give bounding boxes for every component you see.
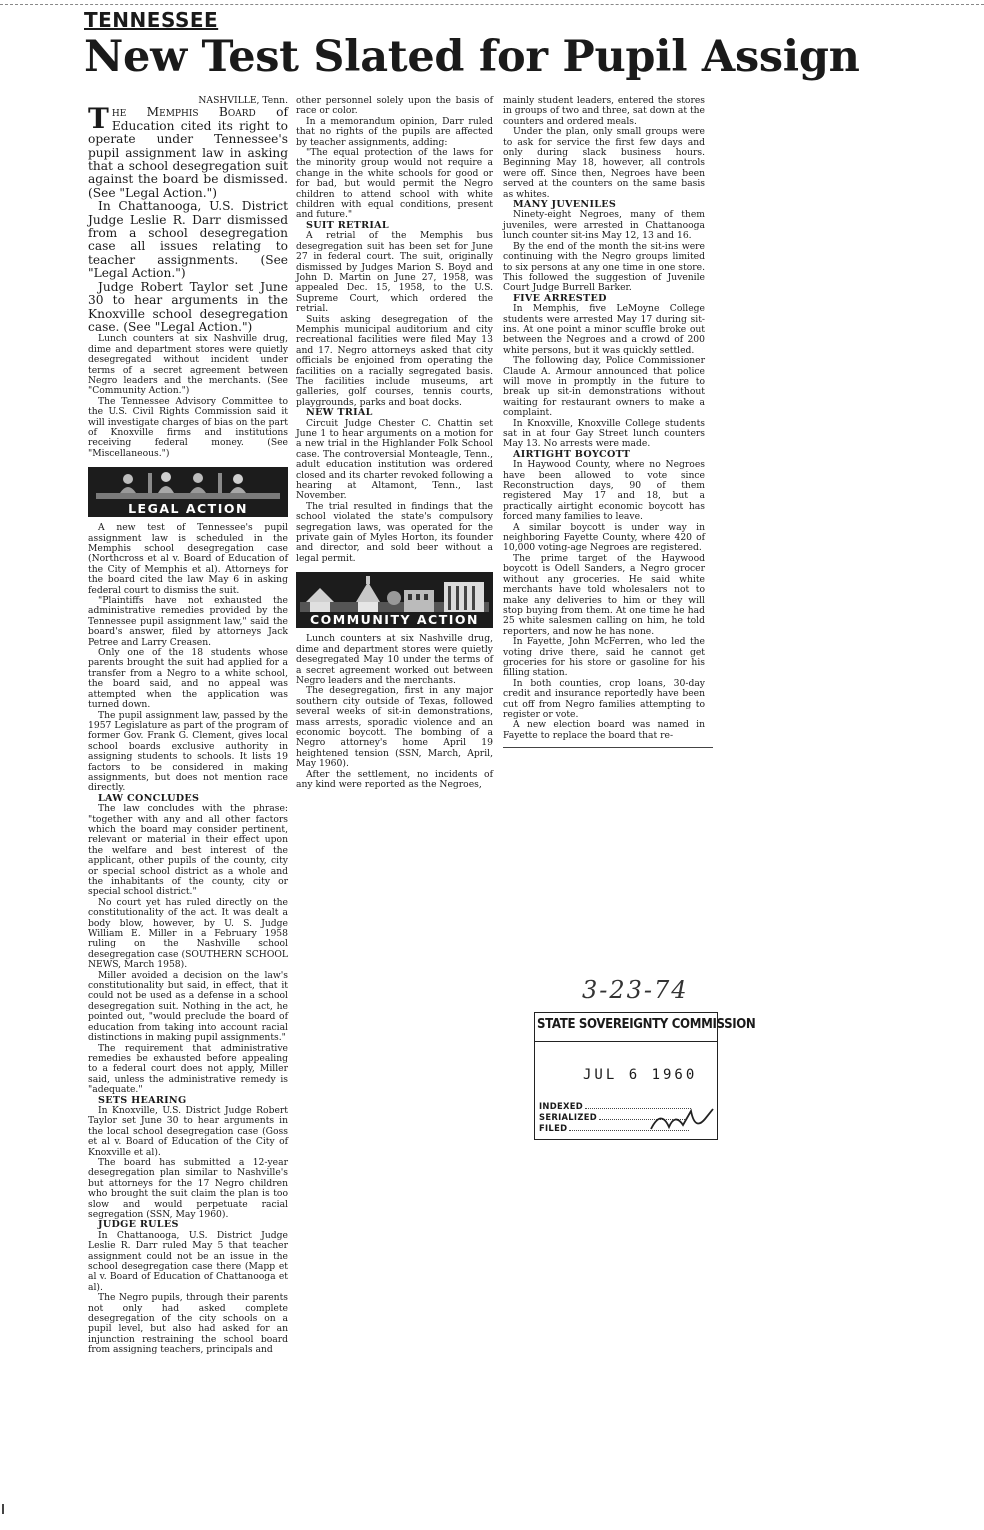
body-paragraph: In Knoxville, U.S. District Judge Robert Taylor set June 30 to hear arguments in the local school desegregation case (Goss et al v. Board of Education of the City of Knoxville et al). xyxy=(88,1104,288,1158)
body-paragraph: No court yet has ruled directly on the constitutionality of the act. It was dealt a body blow, however, by U. S. Judge William E. Miller in a February 1958 ruling on the Nashville school desegregation case (SOUTHERN SCHOOL NEWS, March 1958). xyxy=(88,896,288,971)
body-paragraph: mainly student leaders, entered the stores in groups of two and three, sat down at the counters and ordered meals. xyxy=(503,95,705,127)
body-paragraph: A new election board was named in Fayette to replace the board that re- xyxy=(503,719,705,741)
drop-cap: T xyxy=(88,102,109,136)
body-paragraph: other personnel solely upon the basis of race or color. xyxy=(296,95,493,117)
stamp-agency: STATE SOVEREIGNTY COMMISSION xyxy=(537,1017,756,1032)
lead-smallcaps: he Memphis Board xyxy=(111,105,256,120)
lead-paragraph-1 xyxy=(88,102,288,200)
body-paragraph: The Negro pupils, through their parents not only had asked complete desegregation of the city schools on a pupil level, but also had asked for an injunction restraining the school board from assigning teachers, principals and xyxy=(88,1292,288,1356)
legal-paragraph: Only one of the 18 students whose parents brought the suit had applied for a transfer from a Negro to a white school, the board said, and no appeal was attempted when the application was turned down. xyxy=(88,647,288,711)
subhead-law-concludes: LAW CONCLUDES xyxy=(98,792,200,804)
stamp-box xyxy=(534,1012,756,1140)
stamp-divider xyxy=(535,1041,717,1042)
clipping-edge xyxy=(0,4,984,5)
body-paragraph: The prime target of the Haywood boycott is Odell Sanders, a Negro grocer without any groceries. He said white merchants have told wholesalers not to make any deliveries to him or they will stop buying from them. At one time he had 25 white salesmen calling on him, he told reporters, and now he has none. xyxy=(503,552,705,637)
community-action-banner xyxy=(296,572,493,628)
subhead-suit-retrial: SUIT RETRIAL xyxy=(306,219,389,231)
commission-stamp xyxy=(534,976,756,1146)
initials-signature xyxy=(647,1105,717,1135)
intro-paragraph: The Tennessee Advisory Committee to the U.S. Civil Rights Commission said it will investigate charges of bias on the part of Knoxville firms and institutions receiving federal money. (See "Miscellaneous.") xyxy=(88,395,288,459)
lead-paragraph-2: In Chattanooga, U.S. District Judge Leslie R. Darr dismissed from a school desegregation case all issues relating to teacher assignments. (See "Legal Action.") xyxy=(88,199,288,281)
legal-paragraph: "Plaintiffs have not exhausted the administrative remedies provided by the Tennessee pupil assignment law," said the board's answer, filed by attorneys Jack Petree and Larry Creasen. xyxy=(88,595,288,648)
legal-action-label: LEGAL ACTION xyxy=(128,500,248,516)
body-paragraph: Under the plan, only small groups were to ask for service the first few days and only during slack business hours. Beginning May 18, however, all controls were off. Since then, Negroes have been served at the counters on the same basis as whites. xyxy=(503,126,705,200)
handwritten-date: 3-23-74 xyxy=(582,976,689,1004)
body-paragraph: The trial resulted in findings that the school violated the state's compulsory segregation laws, was operated for the private gain of Myles Horton, its founder and director, and sold beer without a legal permit. xyxy=(296,500,493,564)
lead-summary xyxy=(88,102,288,334)
subhead-many-juveniles: MANY JUVENILES xyxy=(513,199,617,211)
column-end-rule xyxy=(503,747,713,748)
body-paragraph: A similar boycott is under way in neighboring Fayette County, where 420 of 10,000 voting-age Negroes are registered. xyxy=(503,521,705,554)
subhead-new-trial: NEW TRIAL xyxy=(306,407,373,419)
column-1 xyxy=(88,96,288,1356)
legal-paragraph: A new test of Tennessee's pupil assignment law is scheduled in the Memphis school desegregation case (Northcross et al v. Board of Education of the City of Memphis et al). Attorneys for the board cited the law May 6 in asking federal court to dismiss the suit. xyxy=(88,522,288,596)
body-paragraph: In Memphis, five LeMoyne College students were arrested May 17 during sit-ins. At one point a minor scuffle broke out between the Negroes and a crowd of 200 white persons, but it was quickly settled. xyxy=(503,303,705,356)
legal-paragraph: The pupil assignment law, passed by the 1957 Legislature as part of the program of former Gov. Frank G. Clement, gives local school boards exclusive authority in assigning students to schools. It lists 19 factors to be considered in making assignments, but does not mention race directly. xyxy=(88,709,288,794)
body-paragraph: Ninety-eight Negroes, many of them juveniles, were arrested in Chattanooga lunch counter sit-ins May 12, 13 and 16. xyxy=(503,209,705,242)
stamp-filed: FILED xyxy=(539,1123,568,1133)
stamp-indexed: INDEXED xyxy=(539,1101,584,1111)
body-paragraph: The board has submitted a 12-year desegregation plan similar to Nashville's but attorneys for the 17 Negro children who brought the suit claim the plan is too slow and would perpetuate racial segregation (SSN, May 1960). xyxy=(88,1156,288,1220)
lead-text: of Education cited its right to operate under Tennessee's pupil assignment law in asking that a school desegregation suit against the board be dismissed. (See "Legal Action.") xyxy=(88,105,288,200)
body-paragraph: In both counties, crop loans, 30-day credit and insurance reportedly have been cut off from Negro families attempting to register or vote. xyxy=(503,677,705,720)
margin-mark xyxy=(2,1504,4,1514)
community-paragraph: The desegregation, first in any major southern city outside of Texas, followed several weeks of sit-in demonstrations, mass arrests, sporadic violence and an economic boycott. The bombing of a Negro attorney's home April 19 heightened tension (SSN, March, April, May 1960). xyxy=(296,685,493,770)
body-paragraph: In Knoxville, Knoxville College students sat in at four Gay Street lunch counters May 13. No arrests were made. xyxy=(503,417,705,450)
subhead-sets-hearing: SETS HEARING xyxy=(98,1094,187,1106)
body-paragraph: The requirement that administrative remedies be exhausted before appealing to a federal court does not apply, Miller said, unless the administrative remedy is "adequate." xyxy=(88,1042,288,1096)
body-paragraph: Circuit Judge Chester C. Chattin set June 1 to hear arguments on a motion for a new trial in the Highlander Folk School case. The controversial Monteagle, Tenn., adult education institution was ordered closed and its charter revoked following a hearing at Altamont, Tenn., last November. xyxy=(296,417,493,502)
quote-paragraph: "The equal protection of the laws for the minority group would not require a change in the white schools for good or for bad, but would permit the Negro children to attend school with white children with equal conditions, present and future." xyxy=(296,147,493,221)
subhead-five-arrested: FIVE ARRESTED xyxy=(513,292,607,304)
body-paragraph: In Chattanooga, U.S. District Judge Leslie R. Darr ruled May 5 that teacher assignment could not be an issue in the school desegregation case there (Mapp et al v. Board of Education of Chattanooga et al). xyxy=(88,1229,288,1293)
stamp-received-date: JUL 6 1960 xyxy=(583,1067,698,1083)
column-3 xyxy=(503,96,705,748)
headline: New Test Slated for Pupil Assign xyxy=(84,32,860,82)
body-paragraph: In Fayette, John McFerren, who led the voting drive there, said he cannot get groceries for his store or gasoline for his filling station. xyxy=(503,636,705,679)
column-2 xyxy=(296,96,493,790)
section-label: TENNESSEE xyxy=(84,8,219,32)
body-paragraph: The law concludes with the phrase: "together with any and all other factors which the board may consider pertinent, relevant or material in their effect upon the welfare and best interest of the applicant, other pupils of the county, city or special school district as a whole and the inhabitants of the county, city or special school district." xyxy=(88,803,288,898)
community-action-label: COMMUNITY ACTION xyxy=(310,611,479,627)
dateline: NASHVILLE, Tenn. xyxy=(198,95,288,106)
body-paragraph: By the end of the month the sit-ins were continuing with the Negro groups limited to six persons at any one time in one store. This followed the suggestion of Juvenile Court Judge Burrell Barker. xyxy=(503,240,705,294)
community-paragraph: After the settlement, no incidents of any kind were reported as the Negroes, xyxy=(296,768,493,790)
body-paragraph: Miller avoided a decision on the law's constitutionality but said, in effect, that it could not be used as a defense in a school desegregation suit. Nothing in the act, he pointed out, "would preclude the board of education from taking into account racial distinctions in making pupil assignments." xyxy=(88,969,288,1044)
community-paragraph: Lunch counters at six Nashville drug, dime and department stores were quietly desegregated May 10 under the terms of a secret agreement worked out between Negro leaders and the merchants. xyxy=(296,633,493,686)
body-paragraph: In Haywood County, where no Negroes have been allowed to vote since Reconstruction days, 90 of them registered May 17 and 18, but a practically airtight economic boycott has forced many families to leave. xyxy=(503,459,705,523)
subhead-judge-rules: JUDGE RULES xyxy=(98,1219,179,1231)
stamp-serialized: SERIALIZED xyxy=(539,1112,597,1122)
body-paragraph: In a memorandum opinion, Darr ruled that no rights of the pupils are affected by teacher assignments, adding: xyxy=(296,115,493,148)
body-paragraph: A retrial of the Memphis bus desegregation suit has been set for June 27 in federal court. The suit, originally dismissed by Judges Marion S. Boyd and John D. Martin on June 27, 1958, was appealed Dec. 15, 1958, to the U.S. Supreme Court, which ordered the retrial. xyxy=(296,230,493,315)
body-paragraph: The following day, Police Commissioner Claude A. Armour announced that police will move in promptly in the future to break up sit-in demonstrations without waiting for restaurant owners to make a complaint. xyxy=(503,355,705,419)
body-paragraph: Suits asking desegregation of the Memphis municipal auditorium and city recreational facilities were filed May 13 and 17. Negro attorneys asked that city officials be enjoined from operating the facilities on a racially segregated basis. The facilities include museums, art galleries, golf courses, tennis courts, playgrounds, parks and boat docks. xyxy=(296,313,493,408)
lead-paragraph-3: Judge Robert Taylor set June 30 to hear arguments in the Knoxville school desegregation case. (See "Legal Action.") xyxy=(88,279,288,334)
legal-action-banner xyxy=(88,467,288,517)
intro-paragraph: Lunch counters at six Nashville drug, dime and department stores were quietly desegregated without incident under terms of a secret agreement between Negro leaders and the merchants. (See "Community Action.") xyxy=(88,333,288,397)
subhead-airtight-boycott: AIRTIGHT BOYCOTT xyxy=(513,448,631,460)
